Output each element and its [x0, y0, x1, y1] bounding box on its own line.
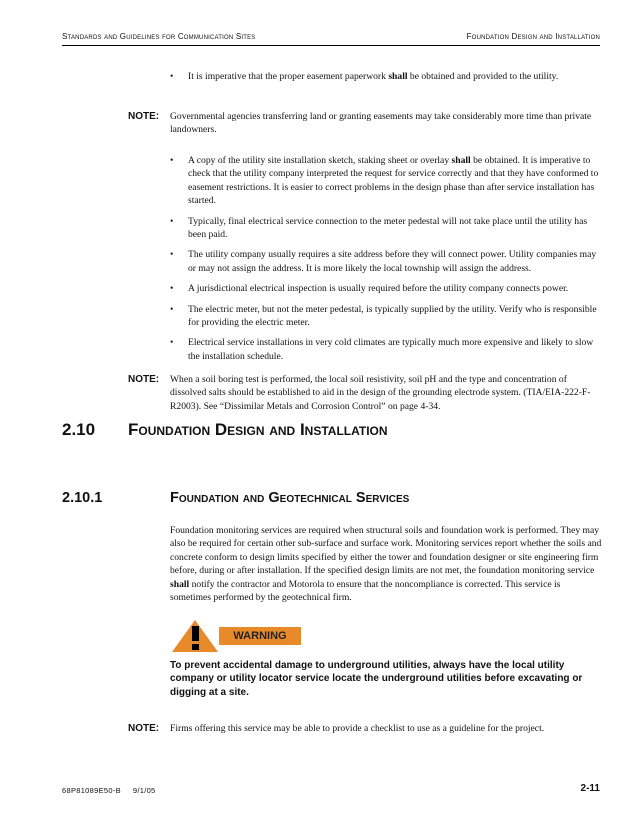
warning-banner: WARNING	[219, 627, 301, 645]
bullet-text: A jurisdictional electrical inspection is usually required before the utility company connects power.	[188, 283, 569, 295]
section-title: Foundation Design and Installation	[128, 420, 388, 439]
warning-text: To prevent accidental damage to underground utilities, always have the local utility company or utility locator service locate the underground utilities before excavating or digging at a site.	[170, 660, 583, 698]
subsection-title: Foundation and Geotechnical Services	[170, 490, 410, 506]
footer-document-id: 68P81089E50-B 9/1/05	[62, 786, 156, 795]
list-item	[170, 303, 600, 330]
list-item	[170, 336, 600, 363]
bullet-bold-text: shall	[451, 155, 471, 166]
bullet-text: The electric meter, but not the meter pedestal, is typically supplied by the utility. Verify who is responsible for providing the electric meter.	[188, 303, 597, 329]
paragraph-text-after: notify the contractor and Motorola to ensure that the noncompliance is corrected. This service is sometimes performed by the geotechnical firm.	[170, 578, 561, 604]
bullet-list-top	[170, 70, 600, 90]
note-label: NOTE:	[128, 723, 160, 734]
bullet-text: It is imperative that the proper easement paperwork	[188, 71, 389, 82]
header-right-text: Foundation Design and Installation	[466, 32, 600, 41]
section-number: 2.10	[62, 420, 96, 439]
list-item	[170, 248, 600, 275]
list-item	[170, 215, 600, 242]
bullet-icon: •	[170, 283, 174, 295]
note-label: NOTE:	[128, 111, 160, 122]
paragraph-text: Foundation monitoring services are required when structural soils and foundation work is performed. They may also be required for certain other sub-surface and surface work. Monitoring services report whether the soils and concrete conform to design limits specified by either the tower and foundation designer or site engineering firm before, during or after installation. If the specified design limits are not met, the foundation monitoring service	[170, 525, 602, 577]
exclamation-triangle-icon	[172, 620, 218, 652]
bullet-icon: •	[170, 155, 174, 166]
running-header-left	[62, 32, 256, 41]
note-label: NOTE:	[128, 374, 160, 385]
header-left-text: Standards and Guidelines for Communication Sites	[62, 32, 256, 41]
paragraph-bold-text: shall	[170, 578, 190, 590]
list-item	[170, 154, 600, 208]
bullet-icon: •	[170, 337, 174, 349]
list-item	[170, 282, 600, 295]
running-header-right	[467, 32, 600, 41]
bullet-text: The utility company usually requires a site address before they will connect power. Utility companies may or may not assign the address. It is more likely the local township will assign the address.	[188, 249, 597, 274]
bullet-list-mid	[170, 154, 600, 370]
header-rule	[62, 45, 600, 46]
paragraph-foundation-monitoring	[170, 524, 602, 604]
note-text: When a soil boring test is performed, the local soil resistivity, soil pH and the type and concentration of dissolved salts should be established to aid in the design of the grounding electrode system. (TIA/EIA-222-F-R2003). See “Dissimilar Metals and Corrosion Control” on page 4-34.	[170, 374, 591, 412]
note-text: Governmental agencies transferring land or granting easements may take considerably more time than private landowners.	[170, 111, 592, 136]
footer-page-number: 2-11	[580, 783, 600, 794]
subsection-number: 2.10.1	[62, 490, 103, 506]
bullet-icon: •	[170, 303, 174, 315]
note-text: Firms offering this service may be able to provide a checklist to use as a guideline for the project.	[170, 723, 545, 734]
note-easement	[128, 110, 603, 137]
bullet-icon: •	[170, 249, 174, 261]
note-soil-boring	[128, 373, 603, 413]
bullet-text-after: be obtained and provided to the utility.	[407, 71, 559, 82]
bullet-text: Electrical service installations in very cold climates are typically much more expensive and likely to slow the installation schedule.	[188, 337, 594, 362]
bullet-icon: •	[170, 215, 174, 227]
bullet-bold-text: shall	[388, 71, 408, 82]
bullet-text-after: be obtained. It is imperative to check that the utility company interpreted the request for service correctly and that they have conformed to easement restrictions. It is easier to correct problems in the design phase than after service installation has started.	[188, 155, 599, 207]
bullet-text: Typically, final electrical service connection to the meter pedestal will not take place until the utility has been paid.	[188, 215, 588, 241]
note-checklist	[128, 722, 603, 735]
list-item	[170, 70, 600, 83]
bullet-text: A copy of the utility site installation sketch, staking sheet or overlay	[188, 155, 452, 166]
bullet-icon: •	[170, 71, 174, 82]
